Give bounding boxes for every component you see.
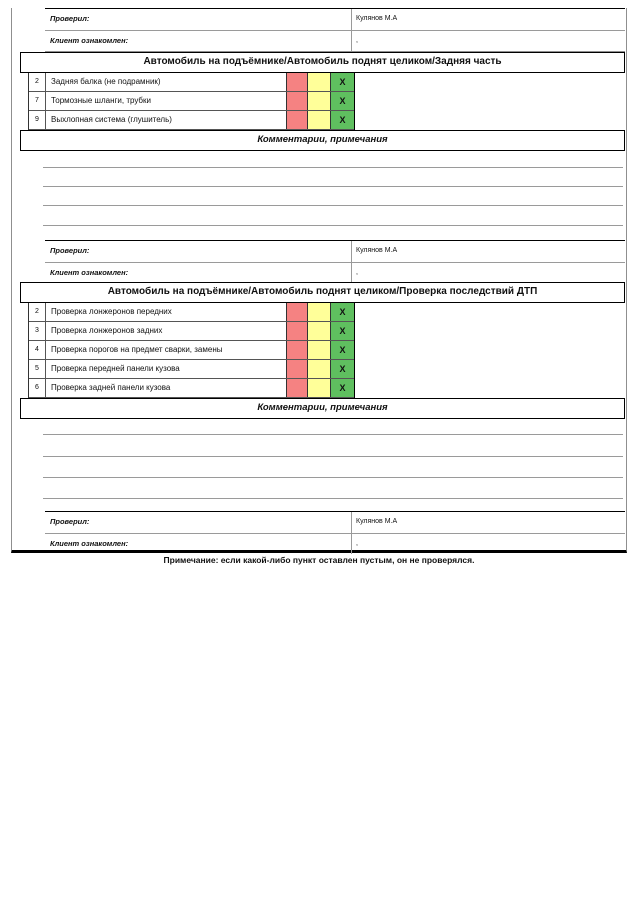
checked-by-label: Проверил: bbox=[45, 512, 352, 533]
checklist-dtp bbox=[28, 303, 355, 398]
checklist-row bbox=[29, 73, 354, 92]
comment-line bbox=[43, 186, 623, 187]
check-mark: X bbox=[339, 77, 346, 87]
client-acknowledged-value: , bbox=[356, 37, 358, 44]
checked-by-value: Кулянов М.А bbox=[356, 15, 398, 22]
row-label: Задняя балка (не подрамник) bbox=[46, 73, 287, 91]
check-mark: X bbox=[339, 345, 346, 355]
section-header-rear: Автомобиль на подъёмнике/Автомобиль поднят целиком/Задняя часть bbox=[20, 52, 625, 73]
row-label: Тормозные шланги, трубки bbox=[46, 92, 287, 110]
check-mark: X bbox=[339, 96, 346, 106]
status-cell-red bbox=[287, 92, 308, 110]
client-acknowledged-value: , bbox=[356, 269, 358, 276]
status-cell-red bbox=[287, 379, 308, 397]
row-label: Проверка лонжеронов задних bbox=[46, 322, 287, 340]
client-acknowledged-label: Клиент ознакомлен: bbox=[45, 263, 352, 283]
checklist-row bbox=[29, 111, 354, 130]
status-cell-red bbox=[287, 111, 308, 129]
row-number: 6 bbox=[29, 379, 46, 397]
comment-line bbox=[43, 498, 623, 499]
row-number: 2 bbox=[29, 303, 46, 321]
status-cell-yellow bbox=[308, 303, 331, 321]
checklist-rear bbox=[28, 73, 355, 130]
comment-line bbox=[43, 477, 623, 478]
status-cell-yellow bbox=[308, 73, 331, 91]
status-cell-red bbox=[287, 303, 308, 321]
status-cell-red bbox=[287, 322, 308, 340]
check-mark: X bbox=[339, 364, 346, 374]
comment-line bbox=[43, 167, 623, 168]
checklist-row bbox=[29, 303, 354, 322]
status-cell-green bbox=[331, 111, 354, 129]
checked-by-value: Кулянов М.А bbox=[356, 518, 398, 525]
client-acknowledged-label: Клиент ознакомлен: bbox=[45, 31, 352, 51]
status-cell-green bbox=[331, 303, 354, 321]
check-mark: X bbox=[339, 383, 346, 393]
client-acknowledged-value: , bbox=[356, 540, 358, 547]
status-cell-yellow bbox=[308, 92, 331, 110]
row-number: 5 bbox=[29, 360, 46, 378]
client-acknowledged-row bbox=[45, 262, 625, 283]
row-label: Проверка передней панели кузова bbox=[46, 360, 287, 378]
status-cell-green bbox=[331, 379, 354, 397]
client-acknowledged-row bbox=[45, 533, 625, 554]
status-cell-yellow bbox=[308, 360, 331, 378]
comment-line bbox=[43, 225, 623, 226]
row-label: Проверка лонжеронов передних bbox=[46, 303, 287, 321]
row-number: 2 bbox=[29, 73, 46, 91]
status-cell-green bbox=[331, 92, 354, 110]
row-number: 3 bbox=[29, 322, 46, 340]
checked-by-value: Кулянов М.А bbox=[356, 247, 398, 254]
comment-line bbox=[43, 456, 623, 457]
row-label: Проверка задней панели кузова bbox=[46, 379, 287, 397]
checklist-row bbox=[29, 360, 354, 379]
checked-by-row bbox=[45, 241, 625, 262]
check-mark: X bbox=[339, 326, 346, 336]
sign-table-bottom bbox=[45, 511, 625, 554]
checklist-row bbox=[29, 379, 354, 398]
status-cell-yellow bbox=[308, 322, 331, 340]
row-label: Проверка порогов на предмет сварки, замены bbox=[46, 341, 287, 359]
sign-table-top bbox=[45, 8, 625, 52]
status-cell-green bbox=[331, 360, 354, 378]
checklist-row bbox=[29, 92, 354, 111]
checked-by-label: Проверил: bbox=[45, 9, 352, 30]
checked-by-label: Проверил: bbox=[45, 241, 352, 262]
comments-header: Комментарии, примечания bbox=[20, 398, 625, 419]
comments-header: Комментарии, примечания bbox=[20, 130, 625, 151]
status-cell-green bbox=[331, 73, 354, 91]
status-cell-yellow bbox=[308, 111, 331, 129]
status-cell-yellow bbox=[308, 379, 331, 397]
check-mark: X bbox=[339, 307, 346, 317]
client-acknowledged-row bbox=[45, 30, 625, 51]
status-cell-green bbox=[331, 341, 354, 359]
sign-table-middle bbox=[45, 240, 625, 284]
checked-by-row bbox=[45, 9, 625, 30]
row-label: Выхлопная система (глушитель) bbox=[46, 111, 287, 129]
checklist-row bbox=[29, 322, 354, 341]
check-mark: X bbox=[339, 115, 346, 125]
row-number: 9 bbox=[29, 111, 46, 129]
row-number: 4 bbox=[29, 341, 46, 359]
row-number: 7 bbox=[29, 92, 46, 110]
status-cell-red bbox=[287, 341, 308, 359]
section-header-dtp: Автомобиль на подъёмнике/Автомобиль поднят целиком/Проверка последствий ДТП bbox=[20, 282, 625, 303]
client-acknowledged-label: Клиент ознакомлен: bbox=[45, 534, 352, 554]
status-cell-red bbox=[287, 73, 308, 91]
checklist-row bbox=[29, 341, 354, 360]
comment-line bbox=[43, 205, 623, 206]
comment-line bbox=[43, 434, 623, 435]
footnote: Примечание: если какой-либо пункт оставлен пустым, он не проверялся. bbox=[163, 555, 475, 565]
status-cell-green bbox=[331, 322, 354, 340]
status-cell-yellow bbox=[308, 341, 331, 359]
status-cell-red bbox=[287, 360, 308, 378]
checked-by-row bbox=[45, 512, 625, 533]
